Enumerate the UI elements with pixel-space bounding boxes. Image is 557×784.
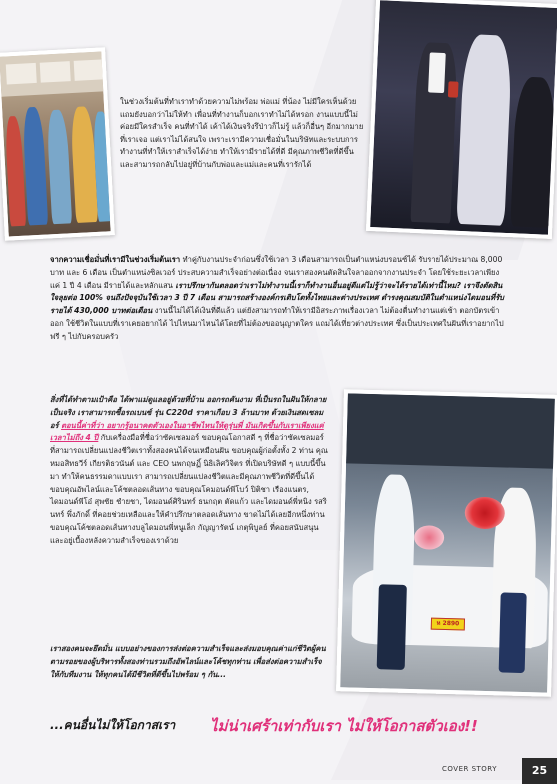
license-plate: ห 2890 [431, 618, 465, 631]
paragraph-1-lead: จากความเชื่อมั่นที่เรามีในช่วงเริ่มต้นเรา [50, 255, 181, 264]
paragraph-1-text-2: งานนี้ไม่ได้ได้เงินที่ดีแล้ว แต่ยังสามารถทำให้เรามีอิสระภาพเรื่องเวลา ไม่ต้องตื่นทำงานแต่เช้า ตอกบัตรเข้าออก ใช้ชีวิตในแบบที่เราเคยอยากได้ ไปไหนมาไหนได้โดยที่ไม่ต้องขออนุญาตใคร แถมได้เที่ยวต่างประเทศ ซึ่งเป็นประเทศในฝันที่เราอยากไปฟรี ๆ ไปกับครอบครัว [50, 306, 504, 341]
closing-highlight: ไม่น่าเศร้าเท่ากับเรา ไม่ให้โอกาสตัวเอง!! [210, 717, 478, 735]
car-photo [336, 389, 557, 697]
stage-photo [366, 0, 557, 239]
page-number: 25 [522, 758, 557, 784]
group-photo-mall [0, 47, 115, 240]
paragraph-2 [50, 394, 330, 548]
paragraph-2-text: กับเครื่องมือที่ชื่อว่าซัคเซลมอร์ ขอบคุณโอกาสดี ๆ ที่ชื่อว่าซัคเซลมอร์ ที่สามารถเปลี่ยนแปลงชีวิตเราทั้งสองคนได้จนเหมือนฝัน ขอบคุณผู้ก่อตั้งทั้ง 2 ท่าน คุณหมอสิทธวีร์ เกียรติธวนันต์ และ CEO นพกฤษฏิ์ นิธิเลิศวิจิตร ที่เปิดบริษัทดี ๆ แบบนี้ขึ้นมา ทำให้คนธรรมดาแบบเรา สามารถเปลี่ยนแปลงชีวิตและมีคุณภาพชีวิตที่ดีขึ้นได้ ขอบคุณอัพไลน์และโค้ชตลอดเส้นทาง ขอบคุณโคมอนด์พีโบว์ ปิติชา เรืองแนตร, ไดมอนด์พีโอ๋ สุพชัย ชำยชา, ไดมอนด์ศิรินทร์ ธนกฤต ตัดแก้ว และไดมอนด์พี่หนิง รสรินทร์ พึ่งภักดิ์ ที่คอยช่วยเหลือและให้คำปรึกษาตลอดเส้นทาง ขาดไม่ได้เลยอีกหนึ่งท่าน ขอบคุณโค้ชตลอดเส้นทางบลูไดมอนพี่หนูเล็ก กัญญารัตน์ เกตุพิบูลย์ ที่คอยสนับสนุนและอยู่เบื้องหลังความสำเร็จของเราด้วย [50, 433, 328, 545]
section-label: COVER STORY [442, 765, 497, 773]
closing-quote: ...คนอื่นไม่ให้โอกาสเรา [50, 718, 176, 732]
paragraph-2-highlight: ตอนนี้ค่าที่ว่า อยากรู้อนาคตตัวเองในอาชีพไหนให้ดูรุ่นพี่ มันเกิดขึ้นกับเราเพียงแค่เวลาไม่ถึง 4 ปี [50, 420, 324, 443]
paragraph-1 [50, 254, 508, 344]
paragraph-1-bold: เราปรึกษากันตลอดว่าเราไม่ทำงานนี้เราก็ทำงานอื่นอยู่ดีแต่ไม่รู้ว่าจะได้รายได้เท่านี้ไหม? เราจึงตัดสินใจลุยต่อ 100% จนถึงปัจจุบันใช้เวลา 3 ปี 7 เดือน สามารถสร้างองค์กรเติบโตทั้งไทยและต่างประเทศ ดำรงคุณสมบัติในตำแหน่งไดมอนที่รับรายได้ 430,000 บาทต่อเดือน [50, 280, 504, 316]
paragraph-1-text-1: ทำคู่กับงานประจำก่อนซึ่งใช้เวลา 3 เดือนสามารถเป็นตำแหน่งบรอนซ์ได้ รับรายได้ประมาณ 8,000 บาท และ 6 เดือน เป็นตำแหน่งซิลเวอร์ ประสบความสำเร็จอย่างต่อเนื่อง จนเราสองคนตัดสินใจลาออกจากงานประจำ โดยใช้ระยะเวลาเพียงแค่ 1 ปี 4 เดือน มีรายได้และหลักแสน [50, 255, 503, 290]
intro-paragraph: ในช่วงเริ่มต้นที่ทำเราทำด้วยความไม่พร้อม พ่อแม่ ที่น้อง ไม่มีใครเห็นด้วยแถมยังบอกว่าไม่ให้ทำ เพื่อนที่ทำงานก็บอกเราทำไม่ได้หรอก งานแบบนี้ไม่ค่อยมีใครสำเร็จ คนที่ทำได้ เค้าได้เงินจริงรึป่าวก็ไม่รู้ แล้วก็อื่นๆ อีกมากมายที่เราเจอ แต่เราไม่ได้สนใจ เพราะเรามีความเชื่อมั่นในบริษัทและระบบการทำงานที่ทำให้เราสำเร็จได้ง่าย ทำให้เรามีรายได้ที่ดี มีคุณภาพชีวิตที่ดีขึ้นและสามารถกลับไปอยู่ที่บ้านกับพ่อและแม่และคนที่เรารักได้ [120, 97, 364, 169]
paragraph-2-bold: สิ่งที่ได้ทำตามเป้าคือ ได้พาแม่ดูแลอยู่ด้วยที่บ้าน ออกรถคันงาม ที่เป็นรถในฝันให้กลายเป็นจริง เราสามารถซื้อรถเบนซ์ รุ่น C220d ราคาเกือบ 3 ล้านบาท ด้วยเงินสดเซลมอร์ [50, 395, 327, 430]
intro-text [120, 96, 364, 172]
paragraph-3: เราสองคนจะยึดมั่น แบบอย่างของการส่งต่อความสำเร็จและส่งมอบคุณค่าแก่ชีวิตผู้คน ตามรอยของผู้บริหารทั้งสองท่านรวมถึงอัพไลน์และโค้ชทุกท่าน เพื่อส่งต่อความสำเร็จให้กับทีมงาน ให้ทุกคนได้มีชีวิตที่ดีขึ้นไปพร้อม ๆ กัน... [50, 644, 326, 679]
